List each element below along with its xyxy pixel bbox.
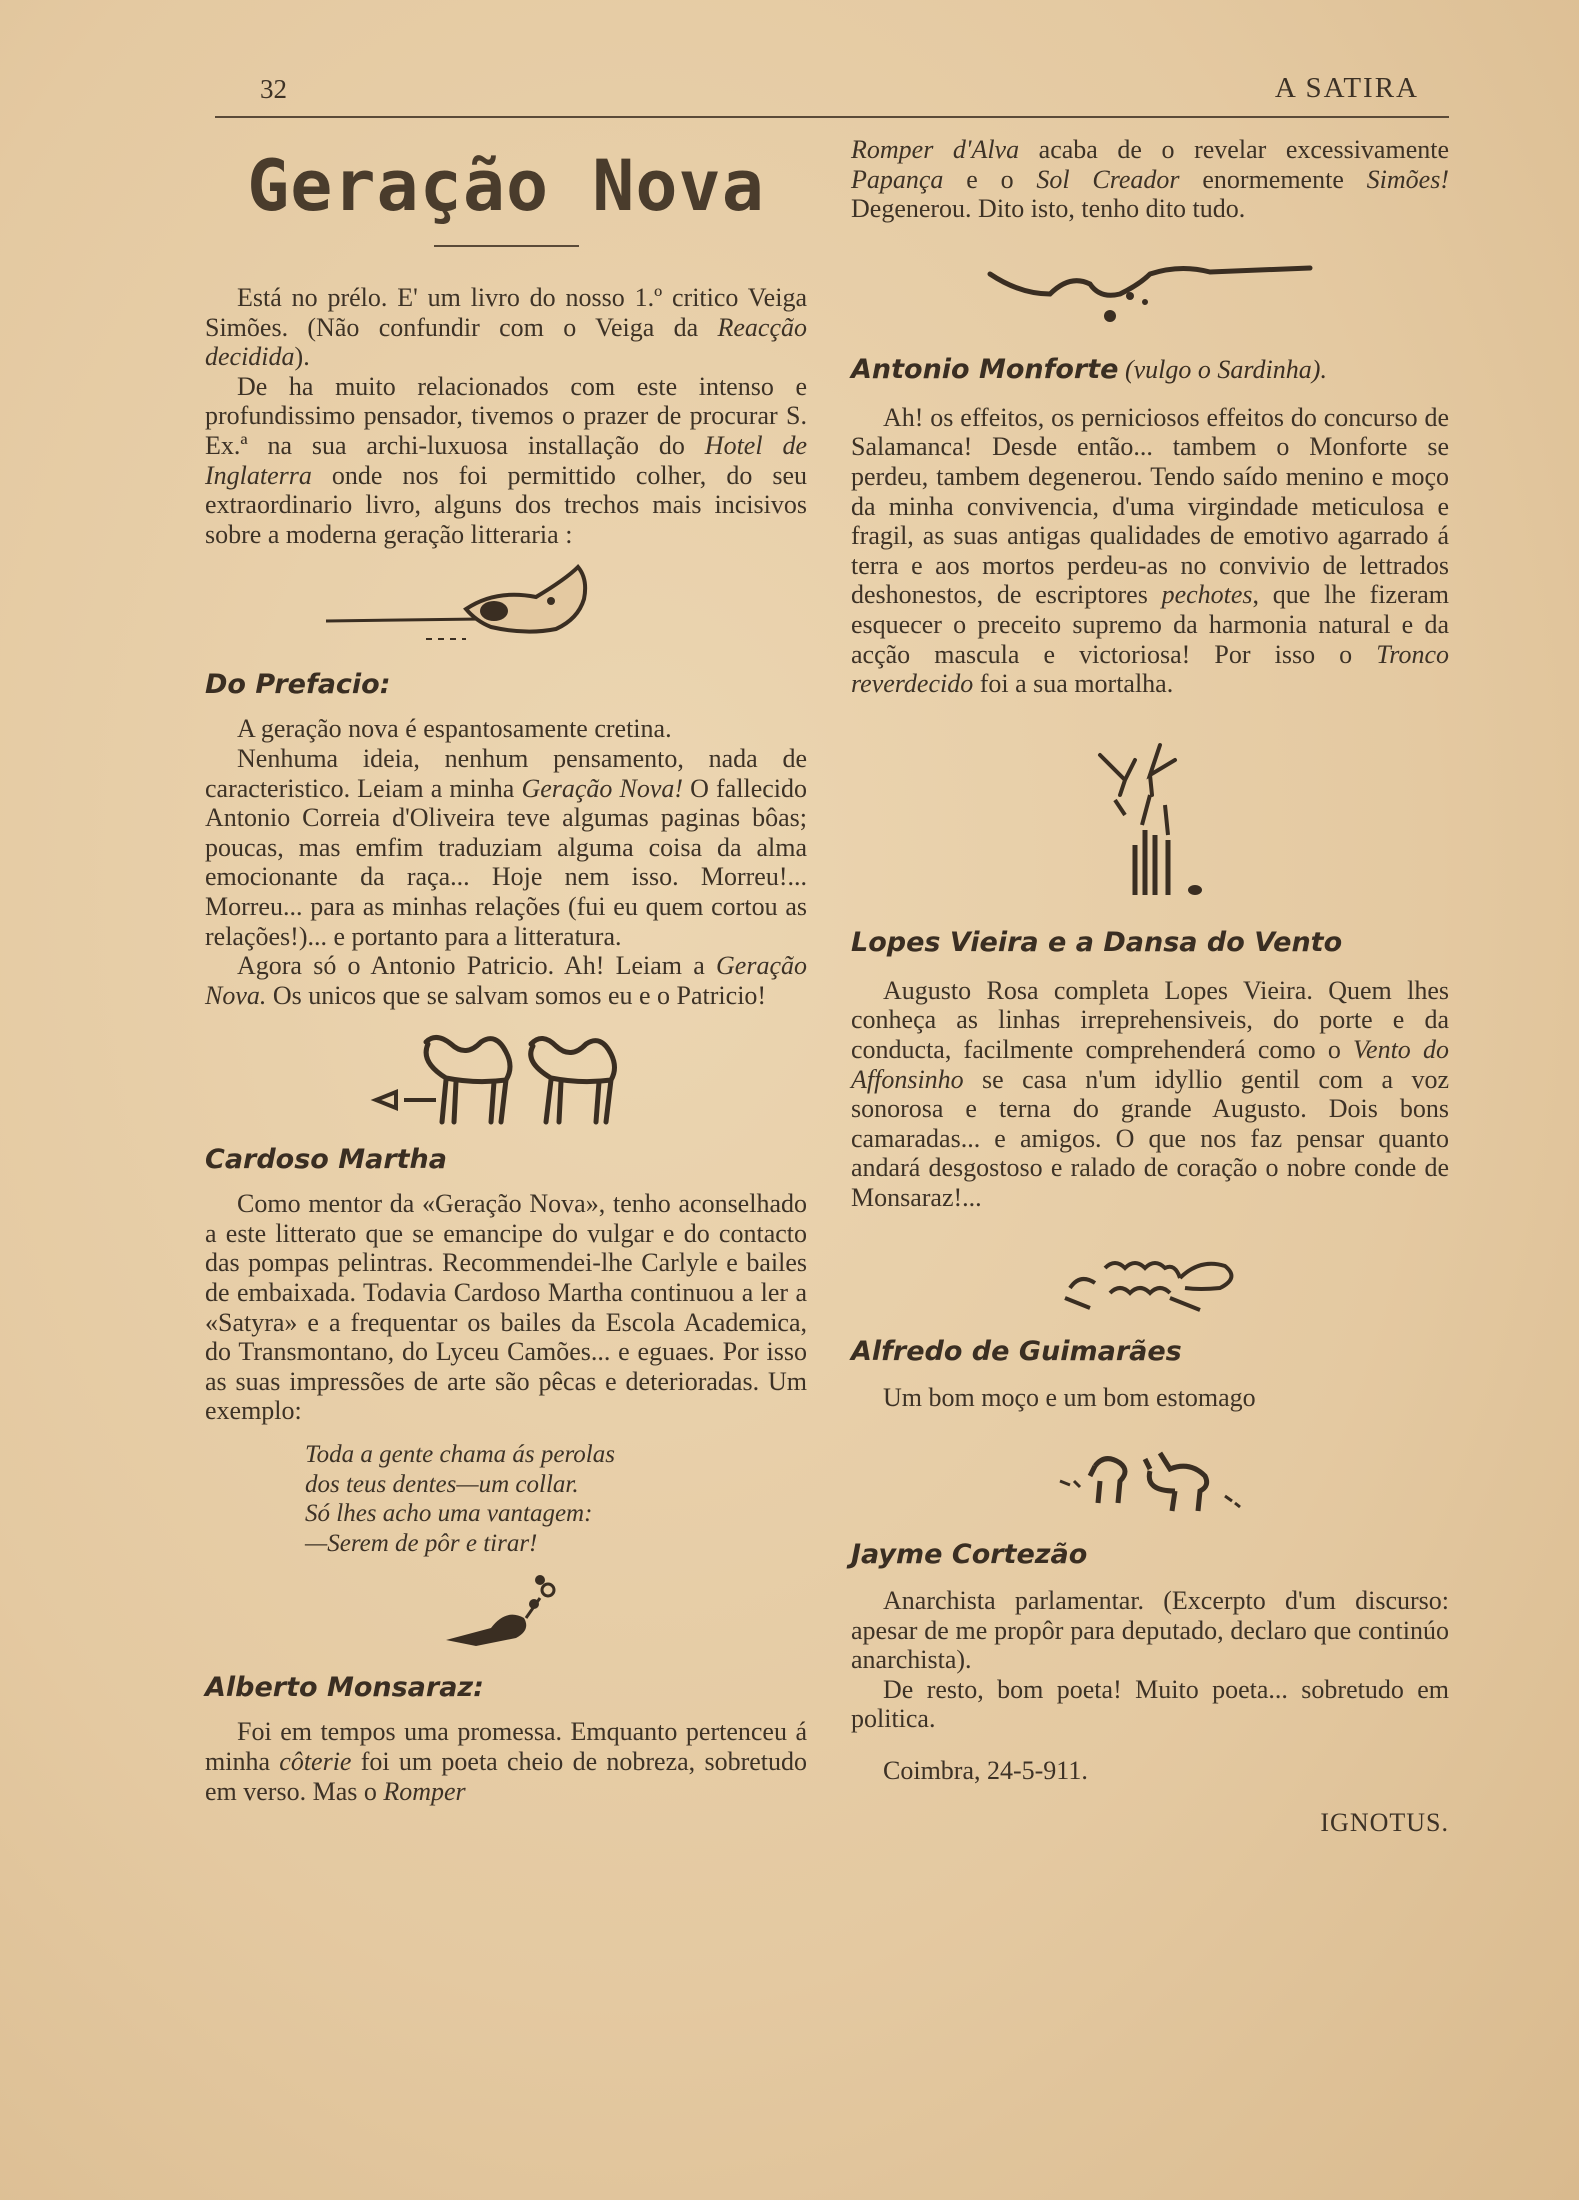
lopes-paragraph: Augusto Rosa completa Lopes Vieira. Quem lhes conheça as linhas irreprehensiveis, do porte e da conducta, facilmente comprehenderá como o Vento do Affonsinho se casa n'um idyllio gentil com a voz sonorosa e terna do grande Augusto. Dois bons camaradas... e amigos. O que nos faz pensar quanto andará desgostoso e ralado de coração o nobre conde de Monsaraz!...: [851, 975, 1450, 1212]
left-column: [205, 135, 807, 1806]
intro-paragraph-1: Está no prélo. E' um livro do nosso 1.º critico Veiga Simões. (Não confundir com o Veiga da Reacção decidida).: [205, 283, 807, 372]
signature: IGNOTUS.: [1320, 1807, 1449, 1837]
tree-figure-icon: [1080, 735, 1220, 905]
monforte-paragraph: Ah! os effeitos, os perniciosos effeitos do concurso de Salamanca! Desde então... tambem o Monforte se perdeu, tambem degenerou. Tendo saído menino e moço da minha convivencia, d'uma virgindade meticulosa e fragil, as suas antigas qualidades de emotivo agarrado á terra e aos mortos perdeu-as no convivio de lettrados deshonestos, de escriptores pechotes, que lhe fizeram esquecer o preceito supremo da harmonia natural e da acção mascula e victoriosa! Por isso o Tronco reverdecido foi a sua mortalha.: [851, 402, 1449, 699]
jayme-paragraph-1: Anarchista parlamentar. (Excerpto d'um discurso: apesar de me propôr para deputado, declaro que continúo anarchista).: [851, 1586, 1449, 1675]
prefacio-paragraph-1: A geração nova é espantosamente cretina.: [237, 714, 672, 744]
running-title: A SATIRA: [1274, 72, 1419, 104]
pig-head-icon: [316, 559, 696, 655]
cardoso-heading: Cardoso Martha: [205, 1144, 447, 1176]
lopes-heading: Lopes Vieira e a Dansa do Vento: [851, 926, 1343, 958]
intro-paragraph-2: De ha muito relacionados com este intenso e profundissimo pensador, tivemos o prazer de procurar S. Ex.ª na sua archi-luxuosa installação do Hotel de Inglaterra onde nos foi permittido colher, do seu extraordinario livro, alguns dos trechos mais incisivos sobre a moderna geração litteraria :: [205, 371, 807, 549]
prefacio-paragraph-2: Nenhuma ideia, nenhum pensamento, nada de caracteristico. Leiam a minha Geração Nova! O fallecido Antonio Correia d'Oliveira teve algumas paginas bôas; poucas, mas emfim traduziam alguma coisa da alma emocionante da raça... Hoje nem isso. Morreu!... Morreu... para as minhas relações (fui eu quem cortou as relações!)... e portanto para a litteratura.: [205, 743, 807, 951]
page-header: [215, 70, 1449, 118]
alberto-heading: Alberto Monsaraz:: [205, 1672, 484, 1704]
cloud-creature-icon: [1050, 1238, 1250, 1318]
cardoso-verse: [305, 1440, 807, 1558]
bird-head-icon: [436, 1568, 576, 1658]
cardoso-paragraph: Como mentor da «Geração Nova», tenho aconselhado a este litterato que se emancipe do vulgar e do contacto das pompas pelintras. Recommendei-lhe Carlyle e bailes de embaixada. Todavia Cardoso Martha continuou a ler a «Satyra» e a frequentar os bailes da Escola Academica, do Transmontano, do Lyceu Camões... e eguaes. Por isso as suas impressões de arte são pêcas e deterioradas. Um exemplo:: [205, 1189, 807, 1426]
verse-line: Toda a gente chama ás perolas: [305, 1441, 615, 1469]
right-column: [851, 135, 1449, 1838]
alberto-paragraph-left: Foi em tempos uma promessa. Emquanto pertenceu á minha côterie foi um poeta cheio de nobreza, sobretudo em verso. Mas o Romper: [205, 1717, 807, 1806]
title-rule: [434, 245, 579, 247]
verse-line: dos teus dentes—um collar.: [305, 1470, 579, 1498]
prefacio-paragraph-3: Agora só o Antonio Patricio. Ah! Leiam a Geração Nova. Os unicos que se salvam somos eu e o Patricio!: [205, 951, 807, 1010]
jayme-paragraph-2: De resto, bom poeta! Muito poeta... sobretudo em politica.: [851, 1674, 1449, 1734]
alberto-paragraph-continued: Romper d'Alva acaba de o revelar excessivamente Papança e o Sol Creador enormemente Simões! Degenerou. Dito isto, tenho dito tudo.: [851, 135, 1449, 224]
jayme-heading: Jayme Cortezão: [851, 1539, 1088, 1571]
camels-icon: [356, 1022, 656, 1132]
page-number: 32: [260, 74, 287, 104]
prefacio-heading: Do Prefacio:: [205, 669, 391, 701]
alfredo-heading: Alfredo de Guimarães: [851, 1336, 1182, 1368]
snake-icon: [980, 254, 1320, 324]
dateline: Coimbra, 24-5-911.: [883, 1756, 1088, 1786]
animals-icon: [1050, 1441, 1250, 1521]
article-title: Geração Nova: [247, 145, 765, 227]
verse-line: —Serem de pôr e tirar!: [305, 1529, 538, 1557]
monforte-heading: Antonio Monforte (vulgo o Sardinha).: [851, 353, 1327, 385]
verse-line: Só lhes acho uma vantagem:: [305, 1500, 593, 1528]
alfredo-paragraph: Um bom moço e um bom estomago: [883, 1383, 1256, 1413]
